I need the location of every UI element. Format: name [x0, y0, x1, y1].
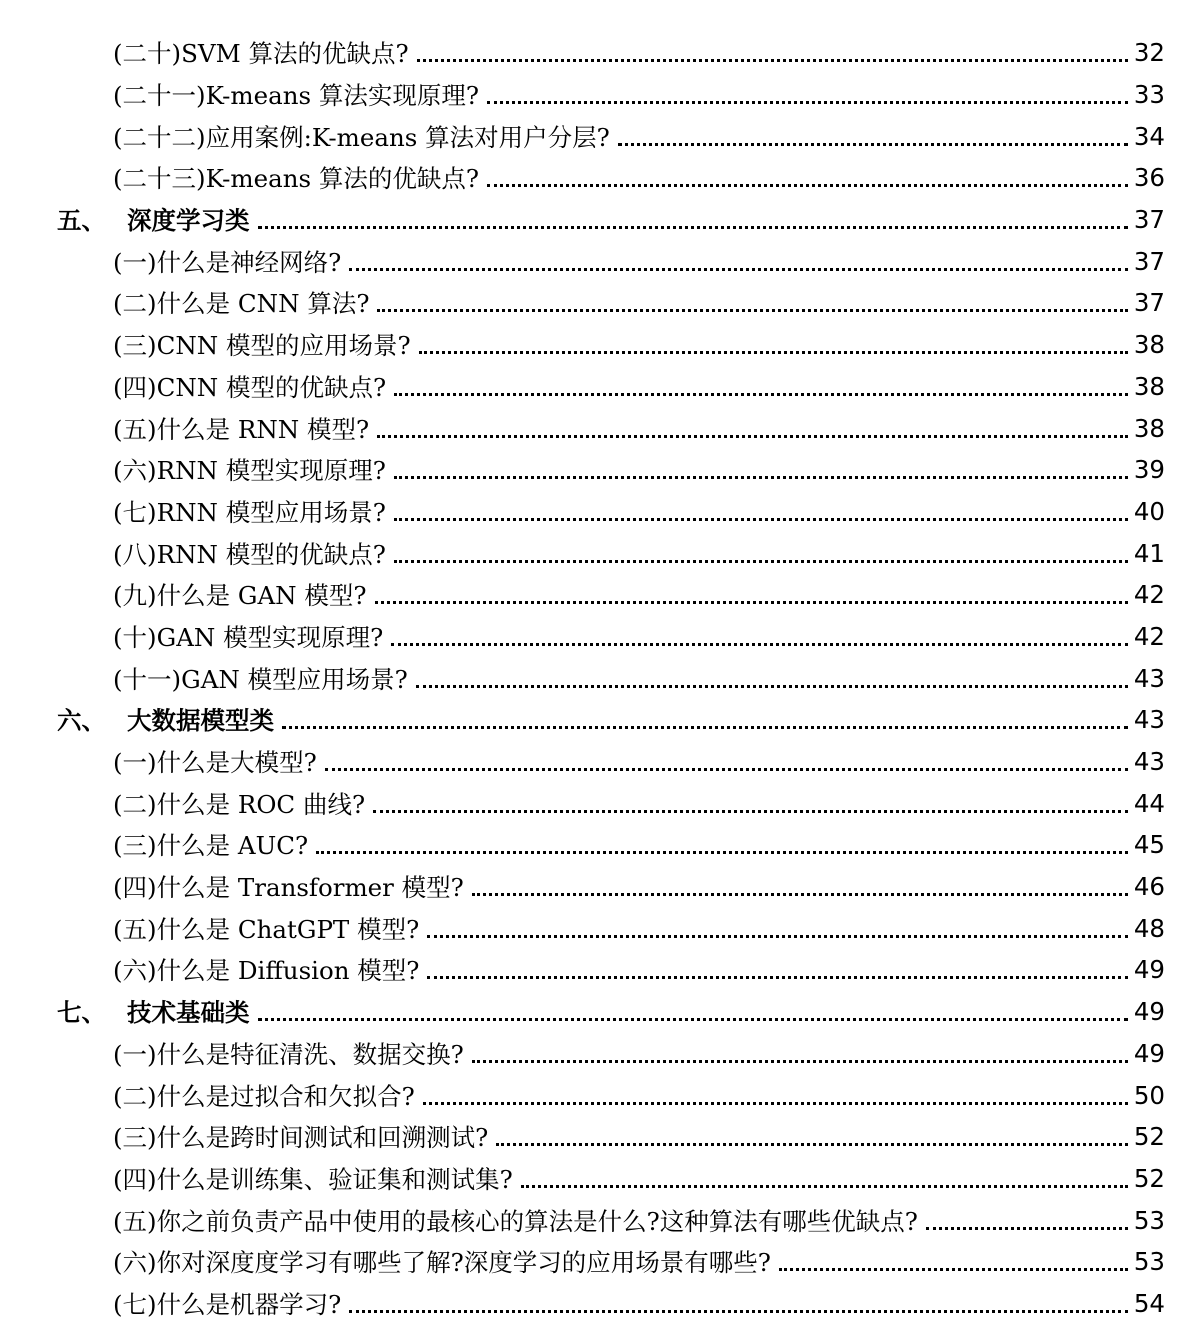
toc-entry-text: (六)你对深度度学习有哪些了解?深度学习的应用场景有哪些? [113, 1248, 771, 1278]
toc-entry-title [113, 1119, 488, 1154]
toc-entry-text: (二)什么是 ROC 曲线? [113, 789, 366, 819]
toc-entry-text: (三)什么是 AUC? [113, 831, 309, 861]
toc-entry-text: (五)什么是 ChatGPT 模型? [113, 914, 420, 944]
toc-page-number: 49 [1133, 1038, 1165, 1068]
toc-page-number: 38 [1133, 371, 1165, 401]
toc-page-number: 43 [1133, 705, 1165, 735]
toc-page-number: 40 [1133, 496, 1165, 526]
toc-entry-text: (二)什么是 CNN 算法? [113, 289, 370, 319]
dot-leader [427, 935, 1128, 938]
toc-entry-title [113, 786, 365, 821]
toc-entry-title [113, 911, 419, 946]
toc-entry-text: (七)什么是机器学习? [113, 1289, 342, 1319]
toc-entry[interactable] [0, 532, 1193, 574]
toc-entry-title [113, 119, 610, 154]
dot-leader [349, 1310, 1128, 1313]
dot-leader [258, 1018, 1128, 1021]
toc-entry-text: (六)什么是 Diffusion 模型? [113, 956, 420, 986]
toc-page-number: 53 [1133, 1247, 1165, 1277]
toc-entry-title [113, 369, 386, 404]
toc-page-number: 37 [1133, 205, 1165, 235]
toc-page-number: 48 [1133, 913, 1165, 943]
dot-leader [377, 435, 1128, 438]
dot-leader [258, 226, 1128, 229]
toc-page-number: 42 [1133, 621, 1165, 651]
toc-entry-title [113, 1036, 464, 1071]
toc-entry-title [113, 1286, 341, 1321]
dot-leader [487, 184, 1128, 187]
toc-entry-text: 深度学习类 [127, 206, 250, 236]
toc-entry[interactable] [0, 1158, 1193, 1200]
toc-entry[interactable] [0, 782, 1193, 824]
dot-leader [349, 268, 1128, 271]
dot-leader [419, 351, 1128, 354]
toc-page-number: 41 [1133, 538, 1165, 568]
toc-entry[interactable] [0, 1033, 1193, 1075]
toc-entry-title [113, 827, 308, 862]
toc-entry[interactable] [0, 824, 1193, 866]
toc-section-number: 七、 [57, 998, 106, 1028]
toc-page-number: 34 [1133, 121, 1165, 151]
toc-entry[interactable] [0, 1283, 1193, 1324]
toc-entry[interactable] [0, 1199, 1193, 1241]
toc-entry-text: (三)什么是跨时间测试和回溯测试? [113, 1123, 489, 1153]
dot-leader [926, 1227, 1128, 1230]
toc-entry-title [113, 1244, 771, 1279]
dot-leader [779, 1268, 1128, 1271]
toc-entry-text: (六)RNN 模型实现原理? [113, 456, 386, 486]
toc-entry-text: (十一)GAN 模型应用场景? [113, 664, 408, 694]
toc-page-number: 44 [1133, 788, 1165, 818]
toc-entry[interactable] [0, 949, 1193, 991]
dot-leader [496, 1143, 1128, 1146]
toc-entry-text: (二十)SVM 算法的优缺点? [113, 39, 409, 69]
toc-entry-title [57, 202, 250, 237]
toc-entry-title [57, 994, 250, 1029]
toc-entry-title [113, 411, 369, 446]
toc-entry-title [113, 661, 408, 696]
toc-section-entry[interactable] [0, 991, 1193, 1033]
toc-entry-text: (四)CNN 模型的优缺点? [113, 372, 387, 402]
toc-entry[interactable] [0, 866, 1193, 908]
toc-page-number: 45 [1133, 830, 1165, 860]
toc-page-number: 32 [1133, 38, 1165, 68]
toc-entry[interactable] [0, 491, 1193, 533]
toc-entry-text: (一)什么是特征清洗、数据交换? [113, 1039, 464, 1069]
toc-page-number: 52 [1133, 1163, 1165, 1193]
toc-entry-title [113, 1161, 513, 1196]
toc-page-number: 42 [1133, 580, 1165, 610]
toc-entry-title [113, 1078, 415, 1113]
toc-page-number: 38 [1133, 413, 1165, 443]
toc-entry-text: (八)RNN 模型的优缺点? [113, 539, 386, 569]
dot-leader [282, 726, 1128, 729]
toc-entry[interactable] [0, 366, 1193, 408]
toc-entry-text: (七)RNN 模型应用场景? [113, 497, 386, 527]
toc-entry[interactable] [0, 240, 1193, 282]
dot-leader [375, 601, 1128, 604]
dot-leader [394, 518, 1128, 521]
toc-entry-text: (四)什么是训练集、验证集和测试集? [113, 1164, 513, 1194]
dot-leader [316, 851, 1128, 854]
dot-leader [416, 685, 1128, 688]
toc-entry-title [113, 1203, 918, 1238]
toc-page-number: 54 [1133, 1288, 1165, 1318]
toc-entry-text: 大数据模型类 [127, 706, 274, 736]
toc-entry[interactable] [0, 32, 1193, 74]
toc-entry-text: (五)什么是 RNN 模型? [113, 414, 370, 444]
toc-page-number: 36 [1133, 163, 1165, 193]
toc-entry-title [113, 327, 411, 362]
toc-entry[interactable] [0, 324, 1193, 366]
toc-entry-title [113, 536, 386, 571]
dot-leader [487, 101, 1128, 104]
toc-entry-text: (二十二)应用案例:K-means 算法对用户分层? [113, 122, 610, 152]
toc-page-number: 37 [1133, 246, 1165, 276]
toc-page-number: 37 [1133, 288, 1165, 318]
table-of-contents [0, 32, 1193, 1324]
toc-entry-text: (二十三)K-means 算法的优缺点? [113, 164, 480, 194]
dot-leader [394, 393, 1128, 396]
dot-leader [377, 309, 1127, 312]
toc-entry-title [113, 577, 367, 612]
toc-entry[interactable] [0, 74, 1193, 116]
toc-entry-text: (三)CNN 模型的应用场景? [113, 331, 411, 361]
toc-entry[interactable] [0, 574, 1193, 616]
dot-leader [618, 143, 1128, 146]
toc-entry-title [113, 744, 317, 779]
toc-page-number: 38 [1133, 330, 1165, 360]
toc-page-number: 53 [1133, 1205, 1165, 1235]
toc-entry-text: (十)GAN 模型实现原理? [113, 622, 384, 652]
toc-entry-title [113, 952, 419, 987]
dot-leader [394, 476, 1128, 479]
toc-entry-text: (二)什么是过拟合和欠拟合? [113, 1081, 415, 1111]
toc-entry-title [113, 244, 341, 279]
toc-entry-text: (九)什么是 GAN 模型? [113, 581, 367, 611]
toc-page-number: 39 [1133, 455, 1165, 485]
toc-entry[interactable] [0, 407, 1193, 449]
toc-entry-text: (四)什么是 Transformer 模型? [113, 873, 464, 903]
toc-page-number: 49 [1133, 997, 1165, 1027]
dot-leader [472, 893, 1128, 896]
toc-section-number: 六、 [57, 706, 106, 736]
toc-entry-text: (一)什么是大模型? [113, 748, 317, 778]
toc-entry[interactable] [0, 907, 1193, 949]
toc-entry[interactable] [0, 115, 1193, 157]
toc-section-entry[interactable] [0, 199, 1193, 241]
dot-leader [325, 768, 1128, 771]
toc-entry[interactable] [0, 657, 1193, 699]
toc-entry[interactable] [0, 616, 1193, 658]
toc-entry[interactable] [0, 1241, 1193, 1283]
dot-leader [521, 1185, 1128, 1188]
toc-entry-title [113, 619, 383, 654]
toc-page-number: 43 [1133, 663, 1165, 693]
dot-leader [394, 560, 1128, 563]
toc-entry-title [113, 285, 369, 320]
toc-entry-title [113, 452, 386, 487]
toc-entry[interactable] [0, 1074, 1193, 1116]
toc-entry-title [113, 494, 386, 529]
toc-entry-title [113, 35, 409, 70]
toc-page-number: 49 [1133, 955, 1165, 985]
toc-section-entry[interactable] [0, 699, 1193, 741]
toc-page-number: 52 [1133, 1122, 1165, 1152]
toc-entry[interactable] [0, 1116, 1193, 1158]
toc-entry-text: (二十一)K-means 算法实现原理? [113, 81, 480, 111]
toc-entry[interactable] [0, 741, 1193, 783]
toc-entry-title [57, 702, 274, 737]
toc-page-number: 46 [1133, 872, 1165, 902]
toc-section-number: 五、 [57, 206, 106, 236]
toc-entry[interactable] [0, 157, 1193, 199]
toc-entry-text: 技术基础类 [127, 998, 250, 1028]
toc-page-number: 43 [1133, 747, 1165, 777]
dot-leader [427, 976, 1127, 979]
dot-leader [417, 59, 1128, 62]
dot-leader [423, 1102, 1128, 1105]
toc-entry[interactable] [0, 449, 1193, 491]
toc-entry-text: (五)你之前负责产品中使用的最核心的算法是什么?这种算法有哪些优缺点? [113, 1206, 918, 1236]
toc-entry[interactable] [0, 282, 1193, 324]
dot-leader [391, 643, 1128, 646]
toc-entry-title [113, 160, 479, 195]
dot-leader [472, 1060, 1128, 1063]
toc-entry-title [113, 869, 464, 904]
dot-leader [373, 810, 1128, 813]
toc-page-number: 33 [1133, 80, 1165, 110]
toc-entry-title [113, 77, 479, 112]
toc-entry-text: (一)什么是神经网络? [113, 247, 342, 277]
toc-page-number: 50 [1133, 1080, 1165, 1110]
